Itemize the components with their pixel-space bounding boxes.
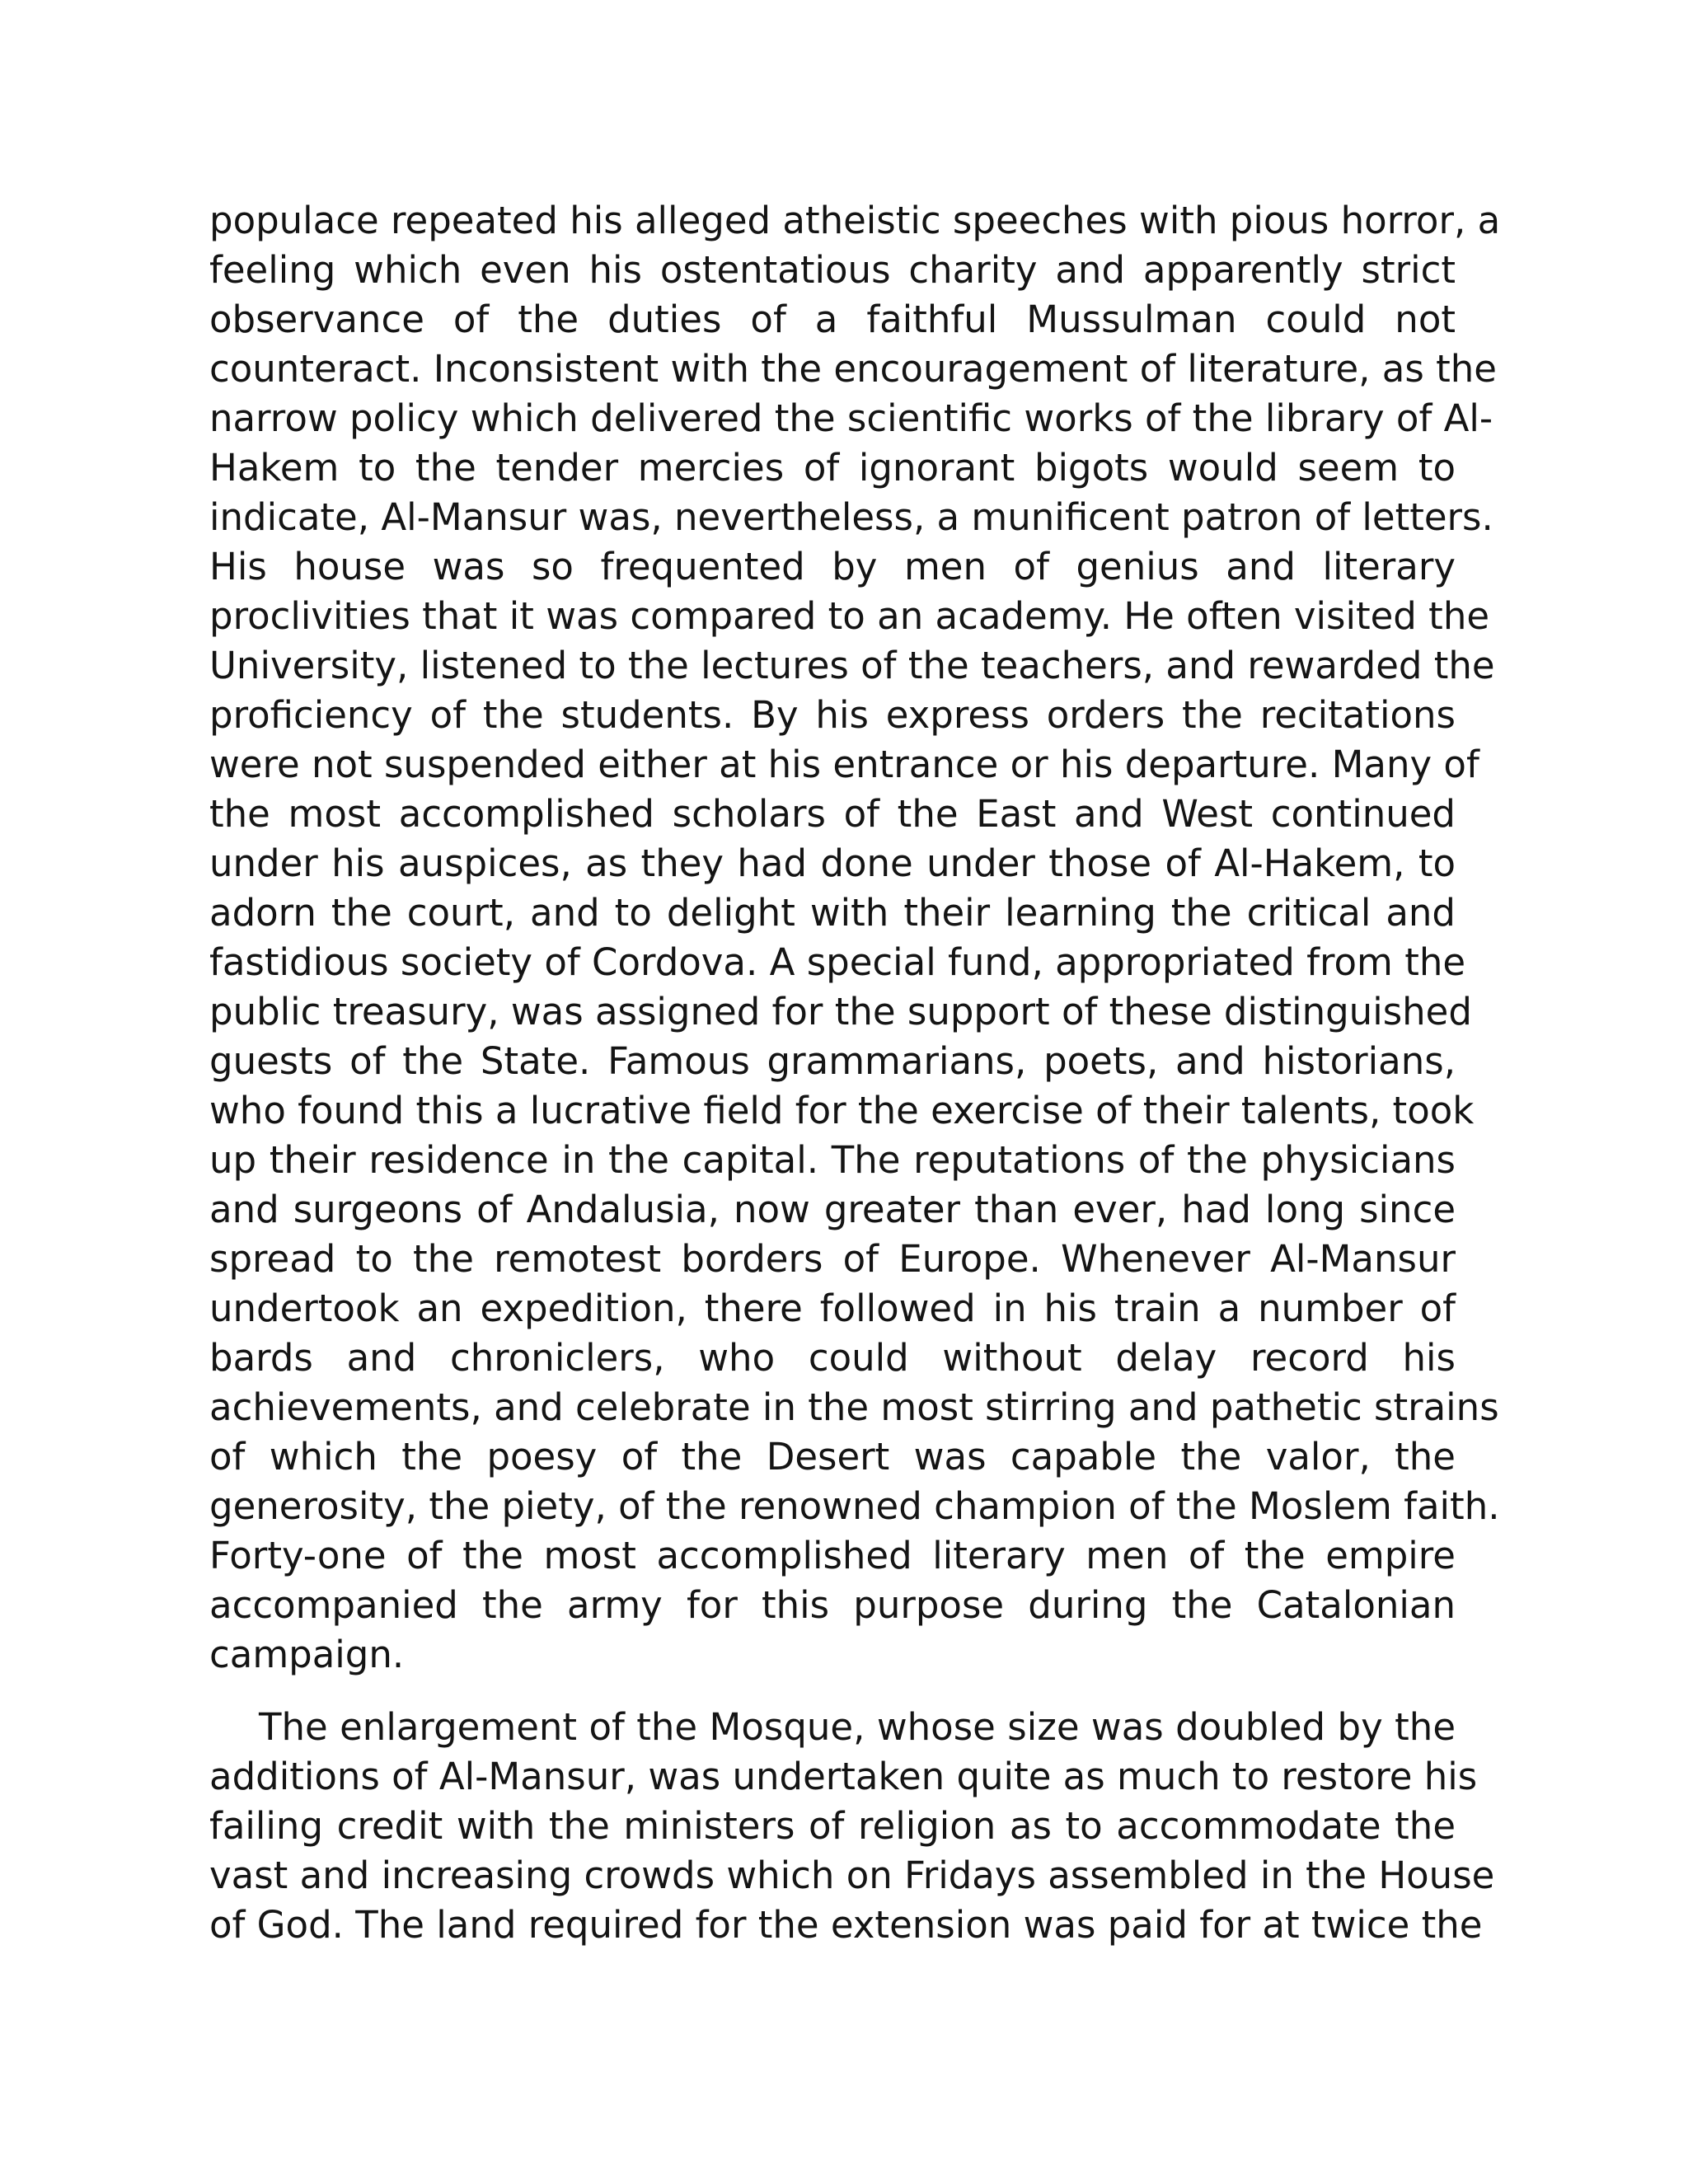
text-line: up their residence in the capital. The reputations of the physicians: [209, 1138, 1456, 1182]
text-line: achievements, and celebrate in the most stirring and pathetic strains: [209, 1385, 1499, 1429]
text-line: observance of the duties of a faithful Mussulman could not: [209, 298, 1456, 341]
text-line: His house was so frequented by men of genius and literary: [209, 545, 1456, 588]
text-line: generosity, the piety, of the renowned champion of the Moslem faith.: [209, 1484, 1500, 1528]
text-line: Forty-one of the most accomplished literary men of the empire: [209, 1534, 1456, 1577]
text-line: campaign.: [209, 1633, 405, 1676]
text-line: feeling which even his ostentatious charity and apparently strict: [209, 248, 1456, 292]
text-line: who found this a lucrative field for the exercise of their talents, took: [209, 1089, 1475, 1132]
text-line: vast and increasing crowds which on Fridays assembled in the House: [209, 1854, 1495, 1897]
text-line: public treasury, was assigned for the support of these distinguished: [209, 990, 1472, 1033]
paragraph-spacer: [209, 1680, 1456, 1703]
text-line: were not suspended either at his entrance or his departure. Many of: [209, 743, 1479, 786]
text-line: proficiency of the students. By his express orders the recitations: [209, 693, 1456, 737]
paragraph-2: [209, 1703, 1495, 1950]
text-line: undertook an expedition, there followed in his train a number of: [209, 1286, 1456, 1330]
text-line: bards and chroniclers, who could without delay record his: [209, 1336, 1456, 1380]
text-line: University, listened to the lectures of the teachers, and rewarded the: [209, 644, 1495, 687]
text-line: fastidious society of Cordova. A special fund, appropriated from the: [209, 940, 1466, 984]
text-line: spread to the remotest borders of Europe. Whenever Al-Mansur: [209, 1237, 1456, 1281]
page-text: [209, 196, 1501, 1950]
text-line: indicate, Al-Mansur was, nevertheless, a munificent patron of letters.: [209, 495, 1493, 539]
text-line: of God. The land required for the extension was paid for at twice the: [209, 1903, 1483, 1947]
text-line: counteract. Inconsistent with the encouragement of literature, as the: [209, 347, 1497, 391]
text-line: under his auspices, as they had done under those of Al-Hakem, to: [209, 841, 1456, 885]
text-line: accompanied the army for this purpose during the Catalonian: [209, 1583, 1456, 1627]
text-line: populace repeated his alleged atheistic speeches with pious horror, a: [209, 199, 1501, 242]
text-line: adorn the court, and to delight with their learning the critical and: [209, 891, 1456, 935]
text-line: and surgeons of Andalusia, now greater than ever, had long since: [209, 1188, 1456, 1231]
text-line: proclivities that it was compared to an academy. He often visited the: [209, 594, 1490, 638]
text-line: additions of Al-Mansur, was undertaken quite as much to restore his: [209, 1755, 1478, 1798]
text-line: failing credit with the ministers of religion as to accommodate the: [209, 1804, 1456, 1848]
text-line: Hakem to the tender mercies of ignorant bigots would seem to: [209, 446, 1456, 490]
text-line: of which the poesy of the Desert was capable the valor, the: [209, 1435, 1456, 1479]
text-line: guests of the State. Famous grammarians, poets, and historians,: [209, 1039, 1456, 1083]
text-line: narrow policy which delivered the scientific works of the library of Al-: [209, 396, 1493, 440]
text-line: the most accomplished scholars of the East and West continued: [209, 792, 1456, 836]
paragraph-1: [209, 196, 1501, 1680]
text-line: The enlargement of the Mosque, whose size was doubled by the: [259, 1705, 1456, 1749]
